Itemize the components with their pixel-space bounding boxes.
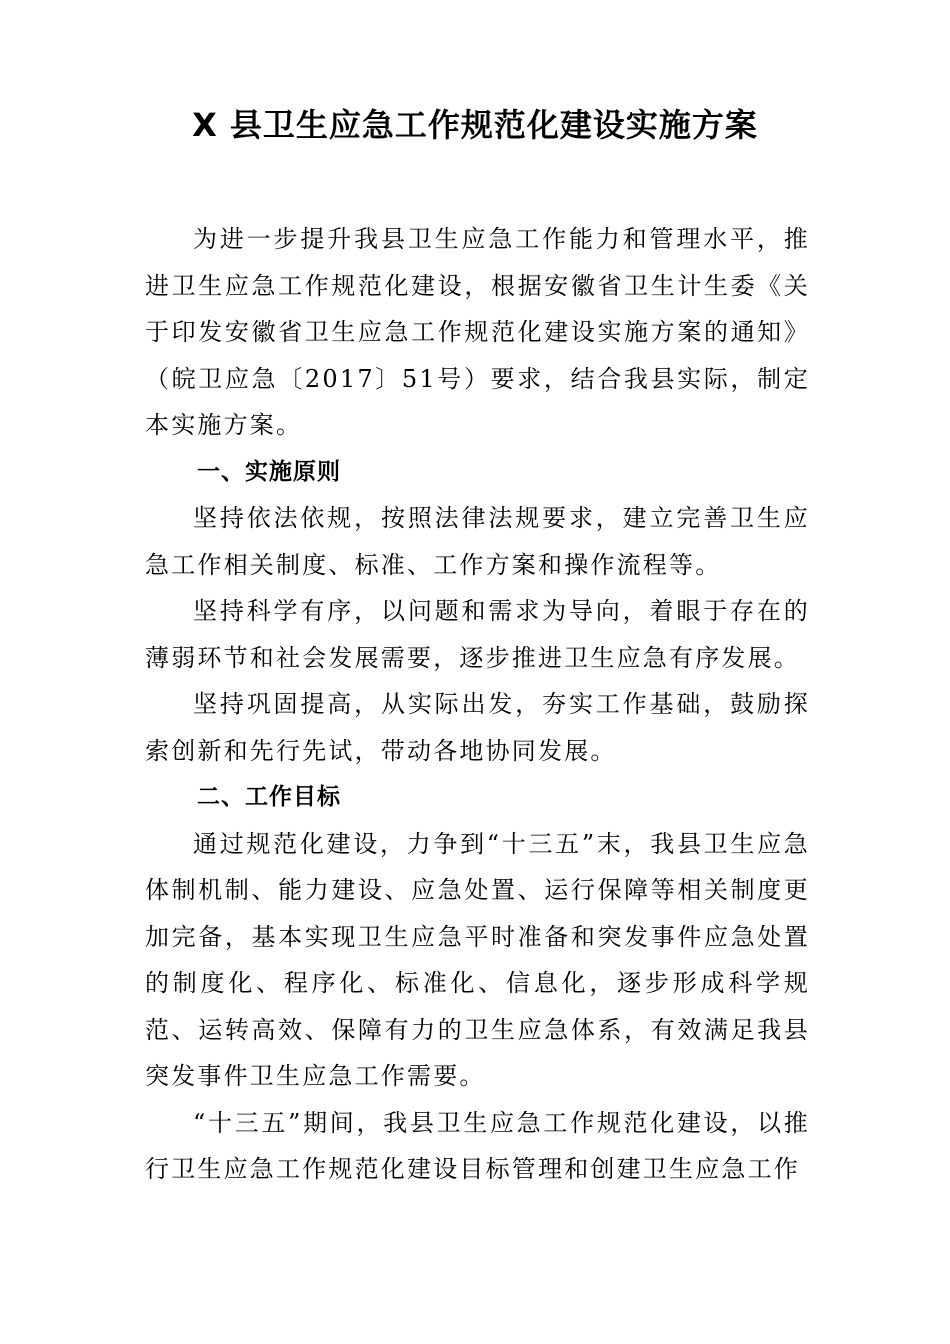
principle-paragraph-3: 坚持巩固提高，从实际出发，夯实工作基础，鼓励探索创新和先行先试，带动各地协同发展。 — [145, 690, 810, 765]
intro-paragraph: 为进一步提升我县卫生应急工作能力和管理水平，推进卫生应急工作规范化建设，根据安徽省卫生计生委《关于印发安徽省卫生应急工作规范化建设实施方案的通知》（皖卫应急〔2017〕51号）要求，结合我县实际，制定本实施方案。 — [145, 225, 810, 439]
goal-paragraph-2: “十三五”期间，我县卫生应急工作规范化建设，以推行卫生应急工作规范化建设目标管理和创建卫生应急工作 — [145, 1108, 810, 1183]
goal-paragraph-1: 通过规范化建设，力争到“十三五”末，我县卫生应急体制机制、能力建设、应急处置、运行保障等相关制度更加完备，基本实现卫生应急平时准备和突发事件应急处置的制度化、程序化、标准化、信息化，逐步形成科学规范、运转高效、保障有力的卫生应急体系，有效满足我县突发事件卫生应急工作需要。 — [145, 829, 810, 1090]
principle-paragraph-2: 坚持科学有序，以问题和需求为导向，着眼于存在的薄弱环节和社会发展需要，逐步推进卫生应急有序发展。 — [145, 597, 810, 672]
section-heading-goals: 二、工作目标 — [197, 784, 341, 810]
section-heading-principles: 一、实施原则 — [197, 458, 341, 485]
document-title: X 县卫生应急工作规范化建设实施方案 — [192, 106, 758, 144]
principle-paragraph-1: 坚持依法依规，按照法律法规要求，建立完善卫生应急工作相关制度、标准、工作方案和操作流程等。 — [145, 504, 810, 579]
document-body — [145, 216, 810, 1193]
